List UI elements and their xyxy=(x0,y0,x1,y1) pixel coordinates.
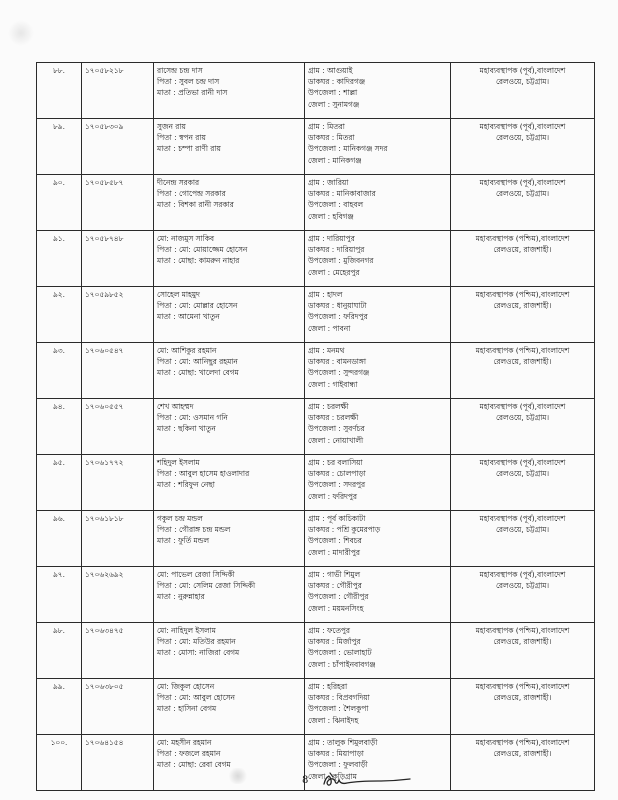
table-row xyxy=(37,455,595,511)
district: জেলা : মানিকগঞ্জ xyxy=(308,155,362,165)
candidate-name: সোহেল মাহমুদ xyxy=(157,290,200,299)
serial-cell xyxy=(37,679,82,735)
district: জেলা : গাইবান্ধা xyxy=(308,379,358,389)
posting-cell xyxy=(451,455,595,511)
roll-number: ১৭০৫৮৫৮৭ xyxy=(85,178,124,187)
posting-office: মহাব্যবস্থাপক (পূর্ব),বাংলাদেশ xyxy=(479,122,566,131)
serial-cell xyxy=(37,63,82,119)
roll-number: ১৭০৬৩৮০৫ xyxy=(85,682,124,691)
table-row xyxy=(37,679,595,735)
posting-cell xyxy=(451,287,595,343)
candidate-name: মো: আশিকুর রহমান xyxy=(157,346,217,355)
roll-number: ১৭০৬১৮১৮ xyxy=(85,514,124,523)
posting-cell xyxy=(451,735,595,791)
roll-number: ১৭০৬৪১৫৪ xyxy=(85,738,124,747)
table-body xyxy=(37,63,595,791)
roll-number: ১৭০৬৩৪৭৫ xyxy=(85,626,124,635)
mother-name: মাতা : বিশকা রানী সরকার xyxy=(157,200,234,210)
posting-location: রেলওয়ে, রাজশাহী। xyxy=(493,693,552,703)
roll-number: ১৭০৫৮৩০৯ xyxy=(85,122,124,131)
posting-office: মহাব্যবস্থাপক (পশ্চিম),বাংলাদেশ xyxy=(475,234,570,243)
posting-location: রেলওয়ে, চট্টগ্রাম। xyxy=(495,189,550,199)
village: গ্রাম : গাভী শিমুল xyxy=(308,570,361,579)
posting-location: রেলওয়ে, রাজশাহী। xyxy=(493,301,552,311)
village: গ্রাম : জারিয়া xyxy=(308,178,349,187)
serial-number: ৯৮. xyxy=(53,626,65,635)
father-name: পিতা : মো: সেলিম রেজা সিদ্দিকী xyxy=(157,581,256,591)
candidate-name: মো: জিকুল হোসেন xyxy=(157,682,215,691)
ink-smudge xyxy=(229,768,251,784)
post-office: ডাকঘর : চরলক্ষী xyxy=(308,413,359,423)
father-name: পিতা : স্বপন রায় xyxy=(157,133,206,143)
posting-office: মহাব্যবস্থাপক (পূর্ব),বাংলাদেশ xyxy=(479,66,566,75)
mother-name: মাতা : চম্পা রাণী রায় xyxy=(157,144,221,154)
roll-number: ১৭০৬০৫৫৭ xyxy=(85,402,124,411)
serial-cell xyxy=(37,511,82,567)
roll-cell xyxy=(82,231,154,287)
candidate-name: শহিদুল ইসলাম xyxy=(157,458,200,467)
serial-cell xyxy=(37,287,82,343)
father-name: পিতা : আবুল হাসেম হাওলাদার xyxy=(157,469,250,479)
father-name: পিতা : মো: আনিছুর রহমান xyxy=(157,357,238,367)
village: গ্রাম : পূর্ব কাচিকাটা xyxy=(308,514,366,523)
upazila: উপজেলা : সুন্দরগঞ্জ xyxy=(308,368,370,378)
name-cell xyxy=(154,567,305,623)
village: গ্রাম : মিতরা xyxy=(308,122,345,131)
name-cell xyxy=(154,231,305,287)
father-name: পিতা : গোপেন্দ্র সরকার xyxy=(157,189,226,199)
name-cell xyxy=(154,455,305,511)
serial-number: ৮৯. xyxy=(53,122,65,131)
village: গ্রাম : মনমথ xyxy=(308,346,345,355)
mother-name: মাতা : হাসিনা বেগম xyxy=(157,704,217,714)
upazila: উপজেলা : মুজিবনগর xyxy=(308,256,374,266)
roll-cell xyxy=(82,343,154,399)
candidate-name: মো: নাহিদুল ইসলাম xyxy=(157,626,216,635)
posting-location: রেলওয়ে, রাজশাহী। xyxy=(493,245,552,255)
candidate-name: রাসেন্দ্র চন্দ্র দাস xyxy=(157,66,203,75)
roll-cell xyxy=(82,735,154,791)
village: গ্রাম : চরলক্ষী xyxy=(308,402,349,411)
page-number: 8 xyxy=(302,775,309,786)
mother-name: মাতা : প্রতিভা রানী দাস xyxy=(157,88,228,98)
post-office: ডাকঘর : বিপ্রবগদিয়া xyxy=(308,693,370,703)
mother-name: মাতা : মোছা: কামরুন নাহার xyxy=(157,256,240,266)
posting-office: মহাব্যবস্থাপক (পশ্চিম),বাংলাদেশ xyxy=(475,682,570,691)
table-row xyxy=(37,399,595,455)
village: গ্রাম : আগুয়াই xyxy=(308,66,353,75)
serial-cell xyxy=(37,735,82,791)
serial-number: ৯৫. xyxy=(53,458,65,467)
serial-number: ৯২. xyxy=(53,290,65,299)
table-row xyxy=(37,735,595,791)
table-row xyxy=(37,511,595,567)
post-office: ডাকঘর : মানিকাবাজার xyxy=(308,189,376,199)
posting-cell xyxy=(451,119,595,175)
roll-cell xyxy=(82,511,154,567)
father-name: পিতা : সুবল চন্দ্র দাস xyxy=(157,77,220,87)
district: জেলা : নোয়াখালী xyxy=(308,435,364,445)
upazila: উপজেলা : বাহবল xyxy=(308,200,363,210)
candidate-table xyxy=(36,62,595,791)
posting-office: মহাব্যবস্থাপক (পূর্ব),বাংলাদেশ xyxy=(479,514,566,523)
father-name: পিতা : মো: আবুল হোসেন xyxy=(157,693,235,703)
district: জেলা : হবিগঞ্জ xyxy=(308,211,354,221)
serial-cell xyxy=(37,455,82,511)
village: গ্রাম : দারিয়াপুর xyxy=(308,234,355,243)
table-row xyxy=(37,63,595,119)
candidate-name: সুজন রায় xyxy=(157,122,186,131)
serial-number: ৯০. xyxy=(53,178,65,187)
serial-number: ৯৭. xyxy=(53,570,65,579)
candidate-name: দীনেন্দ্র সরকার xyxy=(157,178,200,187)
upazila: উপজেলা : শিবচর xyxy=(308,536,362,546)
roll-cell xyxy=(82,63,154,119)
roll-cell xyxy=(82,455,154,511)
posting-office: মহাব্যবস্থাপক (পশ্চিম),বাংলাদেশ xyxy=(475,626,570,635)
posting-cell xyxy=(451,679,595,735)
roll-cell xyxy=(82,119,154,175)
upazila: উপজেলা : গৌরীপুর xyxy=(308,592,369,602)
serial-cell xyxy=(37,119,82,175)
father-name: পিতা : মো: ওসমান গনি xyxy=(157,413,228,423)
roll-cell xyxy=(82,175,154,231)
table-row xyxy=(37,567,595,623)
upazila: উপজেলা : সুবর্ণচর xyxy=(308,424,365,434)
district: জেলা : ময়মনসিংহ xyxy=(308,603,364,613)
candidate-name: গকুল চন্দ্র মন্ডল xyxy=(157,514,203,523)
posting-cell xyxy=(451,511,595,567)
posting-location: রেলওয়ে, রাজশাহী। xyxy=(493,749,552,759)
district: জেলা : ঝিনাইদহ xyxy=(308,715,359,725)
candidate-name: মো: পাভেল রেজা সিদ্দিকী xyxy=(157,570,235,579)
table-row xyxy=(37,343,595,399)
posting-location: রেলওয়ে, চট্টগ্রাম। xyxy=(495,525,550,535)
district: জেলা : সুনামগঞ্জ xyxy=(308,99,360,109)
address-cell xyxy=(305,567,451,623)
district: জেলা : মেহেরপুর xyxy=(308,267,360,277)
address-cell xyxy=(305,287,451,343)
table-row xyxy=(37,623,595,679)
scan-smudge xyxy=(8,20,34,46)
posting-office: মহাব্যবস্থাপক (পূর্ব),বাংলাদেশ xyxy=(479,402,566,411)
post-office: ডাকঘর : মির্জাপুর xyxy=(308,637,361,647)
district: জেলা : পাবনা xyxy=(308,323,351,333)
posting-office: মহাব্যবস্থাপক (পশ্চিম),বাংলাদেশ xyxy=(475,290,570,299)
serial-number: ৯৬. xyxy=(53,514,65,523)
roll-number: ১৭০৫৮৭৪৮ xyxy=(85,234,124,243)
mother-name: মাতা : শরিফুন নেছা xyxy=(157,480,215,490)
mother-name: মাতা : ফুর্তি মন্ডল xyxy=(157,536,210,546)
upazila: উপজেলা : মানিকগঞ্জ সদর xyxy=(308,144,388,154)
candidate-name: শেখ আহম্মদ xyxy=(157,402,194,411)
name-cell xyxy=(154,175,305,231)
serial-cell xyxy=(37,623,82,679)
posting-office: মহাব্যবস্থাপক (পূর্ব),বাংলাদেশ xyxy=(479,458,566,467)
serial-number: ৯১. xyxy=(53,234,65,243)
village: গ্রাম : হাদল xyxy=(308,290,343,299)
mother-name: মাতা : মোছা: রেবা বেগম xyxy=(157,760,231,770)
posting-cell xyxy=(451,567,595,623)
upazila: উপজেলা : ফুলবাড়ী xyxy=(308,760,368,770)
signature-mark xyxy=(320,768,415,794)
serial-cell xyxy=(37,343,82,399)
name-cell xyxy=(154,119,305,175)
upazila: উপজেলা : সদরপুর xyxy=(308,480,366,490)
district: জেলা : ফরিদপুর xyxy=(308,491,357,501)
post-office: ডাকঘর : কাদিরগঞ্জ xyxy=(308,77,366,87)
posting-cell xyxy=(451,63,595,119)
father-name: পিতা : ফজলে রহমান xyxy=(157,749,221,759)
name-cell xyxy=(154,63,305,119)
roll-cell xyxy=(82,679,154,735)
name-cell xyxy=(154,679,305,735)
roll-number: ১৭০৬১৭৭২ xyxy=(85,458,124,467)
posting-location: রেলওয়ে, চট্টগ্রাম। xyxy=(495,413,550,423)
village: গ্রাম : হরিহরা xyxy=(308,682,348,691)
post-office: ডাকঘর : পশ্রি কুমেরপাড় xyxy=(308,525,381,535)
roll-cell xyxy=(82,567,154,623)
village: গ্রাম : ফতেপুর xyxy=(308,626,350,635)
village: গ্রাম : চর বলাসিয়া xyxy=(308,458,363,467)
name-cell xyxy=(154,511,305,567)
mother-name: মাতা : মোছা: খালেদা বেগম xyxy=(157,368,239,378)
posting-cell xyxy=(451,399,595,455)
post-office: ডাকঘর : গৌরীপুর xyxy=(308,581,362,591)
table-row xyxy=(37,119,595,175)
table-row xyxy=(37,287,595,343)
post-office: ডাকঘর : মিতরা xyxy=(308,133,355,143)
district: জেলা : মাদারীপুর xyxy=(308,547,360,557)
posting-office: মহাব্যবস্থাপক (পশ্চিম),বাংলাদেশ xyxy=(475,738,570,747)
name-cell xyxy=(154,287,305,343)
post-office: ডাকঘর : বামনডাঙ্গা xyxy=(308,357,366,367)
serial-number: ৯৩. xyxy=(53,346,65,355)
upazila: উপজেলা : শৈলকুপা xyxy=(308,704,369,714)
address-cell xyxy=(305,231,451,287)
posting-location: রেলওয়ে, রাজশাহী। xyxy=(493,637,552,647)
posting-location: রেলওয়ে, চট্টগ্রাম। xyxy=(495,133,550,143)
posting-cell xyxy=(451,175,595,231)
address-cell xyxy=(305,511,451,567)
mother-name: মাতা : নুরুন্নাহার xyxy=(157,592,205,602)
address-cell xyxy=(305,63,451,119)
posting-office: মহাব্যবস্থাপক (পূর্ব),বাংলাদেশ xyxy=(479,178,566,187)
table-row xyxy=(37,231,595,287)
address-cell xyxy=(305,679,451,735)
father-name: পিতা : গৌরাঙ্গ চন্দ্র মন্ডল xyxy=(157,525,231,535)
table-row xyxy=(37,175,595,231)
posting-office: মহাব্যবস্থাপক (পশ্চিম),বাংলাদেশ xyxy=(475,346,570,355)
address-cell xyxy=(305,623,451,679)
post-office: ডাকঘর : দারিয়াপুর xyxy=(308,245,365,255)
upazila: উপজেলা : ফরিদপুর xyxy=(308,312,368,322)
candidate-name: মো: মহসীন রহমান xyxy=(157,738,212,747)
father-name: পিতা : মো: মতিউর রহমান xyxy=(157,637,236,647)
address-cell xyxy=(305,455,451,511)
roll-cell xyxy=(82,623,154,679)
roll-cell xyxy=(82,287,154,343)
address-cell xyxy=(305,119,451,175)
upazila: উপজেলা : শাল্লা xyxy=(308,88,358,98)
mother-name: মাতা : আমেনা খাতুন xyxy=(157,312,220,322)
serial-cell xyxy=(37,567,82,623)
district: জেলা : চাঁপাইনবাবগঞ্জ xyxy=(308,659,376,669)
name-cell xyxy=(154,623,305,679)
posting-location: রেলওয়ে, চট্টগ্রাম। xyxy=(495,77,550,87)
post-office: ডাকঘর : ধানুয়াঘাটা xyxy=(308,301,367,311)
post-office: ডাকঘর : চোলপাড়া xyxy=(308,469,366,479)
roll-number: ১৭০৬২৬৯২ xyxy=(85,570,124,579)
name-cell xyxy=(154,399,305,455)
serial-cell xyxy=(37,231,82,287)
candidate-name: মো: নাজমুস সাকিব xyxy=(157,234,215,243)
address-cell xyxy=(305,399,451,455)
serial-number: ৯৯. xyxy=(53,682,65,691)
post-office: ডাকঘর : মিয়াপাড়া xyxy=(308,749,364,759)
serial-cell xyxy=(37,175,82,231)
mother-name: মাতা : মোসা: নাজিরা বেগম xyxy=(157,648,240,658)
serial-number: ৮৮. xyxy=(53,66,65,75)
roll-number: ১৭০৫৯৮৫২ xyxy=(85,290,124,299)
posting-office: মহাব্যবস্থাপক (পূর্ব),বাংলাদেশ xyxy=(479,570,566,579)
serial-cell xyxy=(37,399,82,455)
roll-number: ১৭০৫৮২১৮ xyxy=(85,66,124,75)
address-cell xyxy=(305,175,451,231)
father-name: পিতা : মো: মোয়াজ্জেম হোসেন xyxy=(157,245,248,255)
roll-cell xyxy=(82,399,154,455)
serial-number: ১০০. xyxy=(50,738,68,747)
mother-name: মাতা : ছকিনা খাতুন xyxy=(157,424,216,434)
address-cell xyxy=(305,343,451,399)
posting-cell xyxy=(451,231,595,287)
posting-location: রেলওয়ে, চট্টগ্রাম। xyxy=(495,581,550,591)
posting-cell xyxy=(451,623,595,679)
upazila: উপজেলা : ভোলাহাট xyxy=(308,648,372,658)
posting-cell xyxy=(451,343,595,399)
serial-number: ৯৪. xyxy=(53,402,65,411)
district: জেলা : কুড়িগ্রাম xyxy=(308,771,357,781)
posting-location: রেলওয়ে, চট্টগ্রাম। xyxy=(495,469,550,479)
father-name: পিতা : মো: মোল্লার হোসেন xyxy=(157,301,238,311)
village: গ্রাম : তালুক শিমুলবাড়ী xyxy=(308,738,378,747)
name-cell xyxy=(154,343,305,399)
roll-number: ১৭০৬০৫৪৭ xyxy=(85,346,124,355)
posting-location: রেলওয়ে, রাজশাহী। xyxy=(493,357,552,367)
